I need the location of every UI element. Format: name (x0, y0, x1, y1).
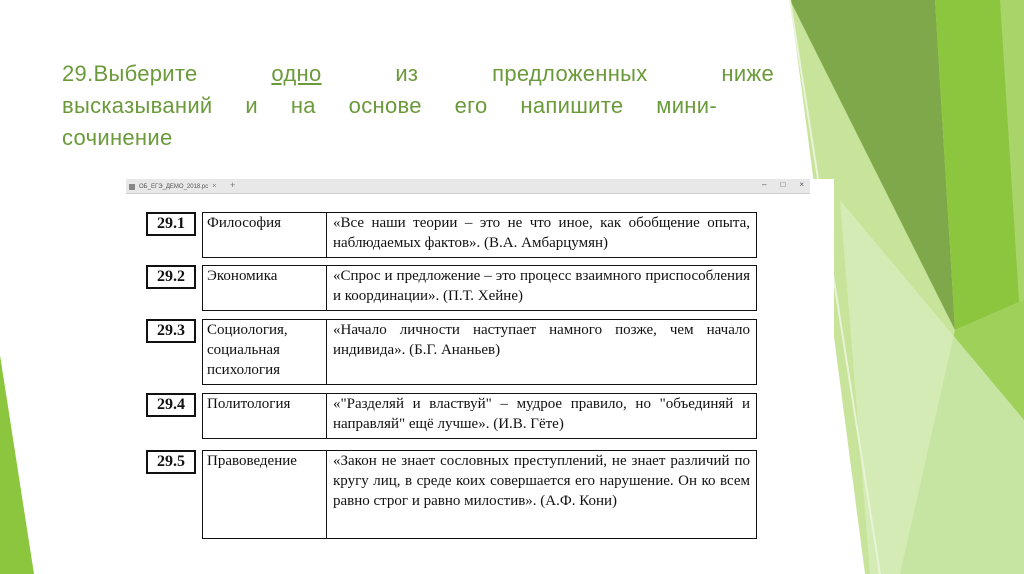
task-number: 29.5 (146, 450, 196, 474)
task-quote: «Все наши теории – это не что иное, как обобщение опыта, наблюдаемых фактов». (В.А. Амбарцумян) (333, 215, 750, 251)
heading-line-3: сочинение (62, 125, 173, 150)
task-box (202, 265, 757, 311)
tab-title: ОБ_ЕГЭ_ДЕМО_2018.pc (139, 183, 209, 190)
task-quote: «"Разделяй и властвуй" – мудрое правило, но "объединяй и направляй" ещё лучше». (И.В. Гёте) (333, 396, 750, 432)
minimize-icon[interactable]: – (762, 180, 767, 189)
heading-word: из (395, 61, 419, 86)
task-number: 29.2 (146, 265, 196, 289)
heading-word: высказываний (62, 93, 213, 118)
task-box (202, 319, 757, 385)
heading-word: и (245, 93, 258, 118)
task-subject: Политология (203, 394, 327, 438)
document-screenshot (126, 179, 834, 574)
heading-word: его (454, 93, 488, 118)
heading-word: предложенных (492, 61, 648, 86)
restore-icon[interactable]: □ (780, 180, 786, 189)
pdf-file-icon (129, 184, 135, 190)
task-box (202, 212, 757, 258)
heading-word: на (290, 93, 316, 118)
heading-prefix: 29.Выберите (62, 61, 198, 86)
close-icon[interactable]: × (799, 180, 804, 189)
heading-word: основе (348, 93, 422, 118)
task-number: 29.1 (146, 212, 196, 236)
heading-word: мини- (656, 93, 717, 118)
heading-word: напишите (520, 93, 624, 118)
task-subject: Философия (203, 213, 327, 257)
heading-word: ниже (721, 61, 774, 86)
task-number: 29.4 (146, 393, 196, 417)
task-subject: Социология, социальная психология (203, 320, 327, 384)
task-box (202, 450, 757, 539)
task-subject: Правоведение (203, 451, 327, 538)
task-quote: «Спрос и предложение – это процесс взаимного приспособления и координации». (П.Т. Хейне) (333, 268, 750, 304)
task-subject: Экономика (203, 266, 327, 310)
task-number: 29.3 (146, 319, 196, 343)
task-box (202, 393, 757, 439)
task-quote: «Начало личности наступает намного позже, чем начало индивида». (Б.Г. Ананьев) (333, 322, 750, 358)
task-heading (62, 58, 774, 154)
task-quote: «Закон не знает сословных преступлений, не знает различий по кругу лиц, в среде коих совершается его нарушение. Он ко всем равно строг и равно милостив». (А.Ф. Кони) (333, 453, 750, 509)
left-accent-shape (0, 355, 34, 574)
heading-underlined-word: одно (271, 61, 322, 86)
browser-tab-bar (126, 179, 810, 194)
new-tab-icon[interactable]: + (230, 180, 236, 190)
browser-tab[interactable] (129, 181, 216, 192)
tab-close-icon[interactable]: × (212, 183, 217, 190)
window-controls (762, 180, 804, 189)
